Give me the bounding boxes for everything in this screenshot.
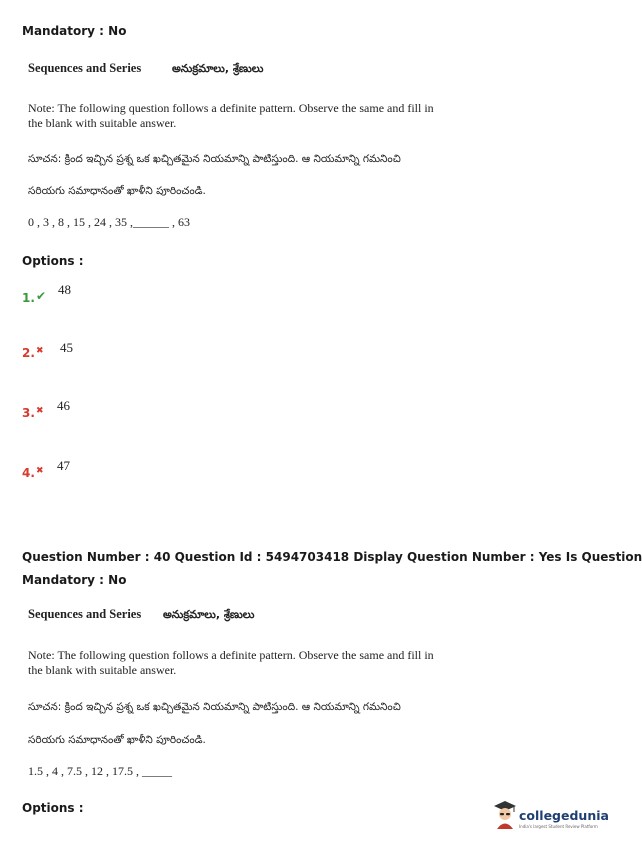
subject-telugu-q40: అనుక్రమాలు, శ్రేణులు [163, 608, 255, 621]
check-icon: ✔ [36, 289, 47, 303]
note-telugu-line1-q39: సూచన: క్రింద ఇచ్చిన ప్రశ్న ఒక ఖచ్చితమైన నియమాన్ని పాటిస్తుంది. ఆ నియమాన్ని గమనించి [28, 153, 401, 165]
mandatory-label-q40: Mandatory : No [22, 573, 127, 587]
note-telugu-line2-q39: సరియగు సమాధానంతో ఖాళీని పూరించండి. [28, 185, 206, 197]
cross-icon: ✖ [36, 346, 44, 356]
option-value: 47 [57, 458, 70, 473]
option-value: 48 [58, 282, 71, 297]
graduate-mascot-icon [492, 799, 518, 829]
subject-telugu-q39: అనుక్రమాలు, శ్రేణులు [172, 62, 264, 75]
collegedunia-logo [492, 799, 609, 833]
option-value: 45 [60, 340, 73, 355]
option-number: 1. [22, 291, 35, 305]
option-2[interactable] [22, 342, 142, 372]
mandatory-label-q39: Mandatory : No [22, 24, 127, 38]
option-1[interactable] [22, 283, 142, 313]
subject-english-q39: Sequences and Series [28, 61, 142, 75]
note-english-q39: Note: The following question follows a definite pattern. Observe the same and fill in the blank with suitable answer. [28, 101, 434, 130]
cross-icon: ✖ [36, 406, 44, 416]
options-label-q40: Options : [22, 801, 84, 815]
note-english-q40: Note: The following question follows a definite pattern. Observe the same and fill in the blank with suitable answer. [28, 648, 434, 677]
note-telugu-line1-q40: సూచన: క్రింద ఇచ్చిన ప్రశ్న ఒక ఖచ్చితమైన నియమాన్ని పాటిస్తుంది. ఆ నియమాన్ని గమనించి [28, 701, 401, 713]
cross-icon: ✖ [36, 466, 44, 476]
note-telugu-line2-q40: సరియగు సమాధానంతో ఖాళీని పూరించండి. [28, 734, 206, 746]
sequence-q40: 1.5 , 4 , 7.5 , 12 , 17.5 , _____ [28, 764, 172, 778]
option-4[interactable] [22, 458, 142, 491]
option-number: 2. [22, 346, 35, 360]
logo-tagline: India's largest Student Review Platform [519, 824, 598, 829]
option-number: 3. [22, 406, 35, 420]
option-number: 4. [22, 466, 35, 480]
option-3[interactable] [22, 398, 142, 431]
logo-wordmark: collegedunia [519, 808, 609, 823]
options-label-q39: Options : [22, 254, 84, 268]
subject-english-q40: Sequences and Series [28, 607, 142, 621]
sequence-q39: 0 , 3 , 8 , 15 , 24 , 35 ,______ , 63 [28, 215, 190, 229]
question-header-q40: Question Number : 40 Question Id : 5494703418 Display Question Number : Yes Is Question [22, 550, 642, 564]
option-value: 46 [57, 398, 70, 413]
